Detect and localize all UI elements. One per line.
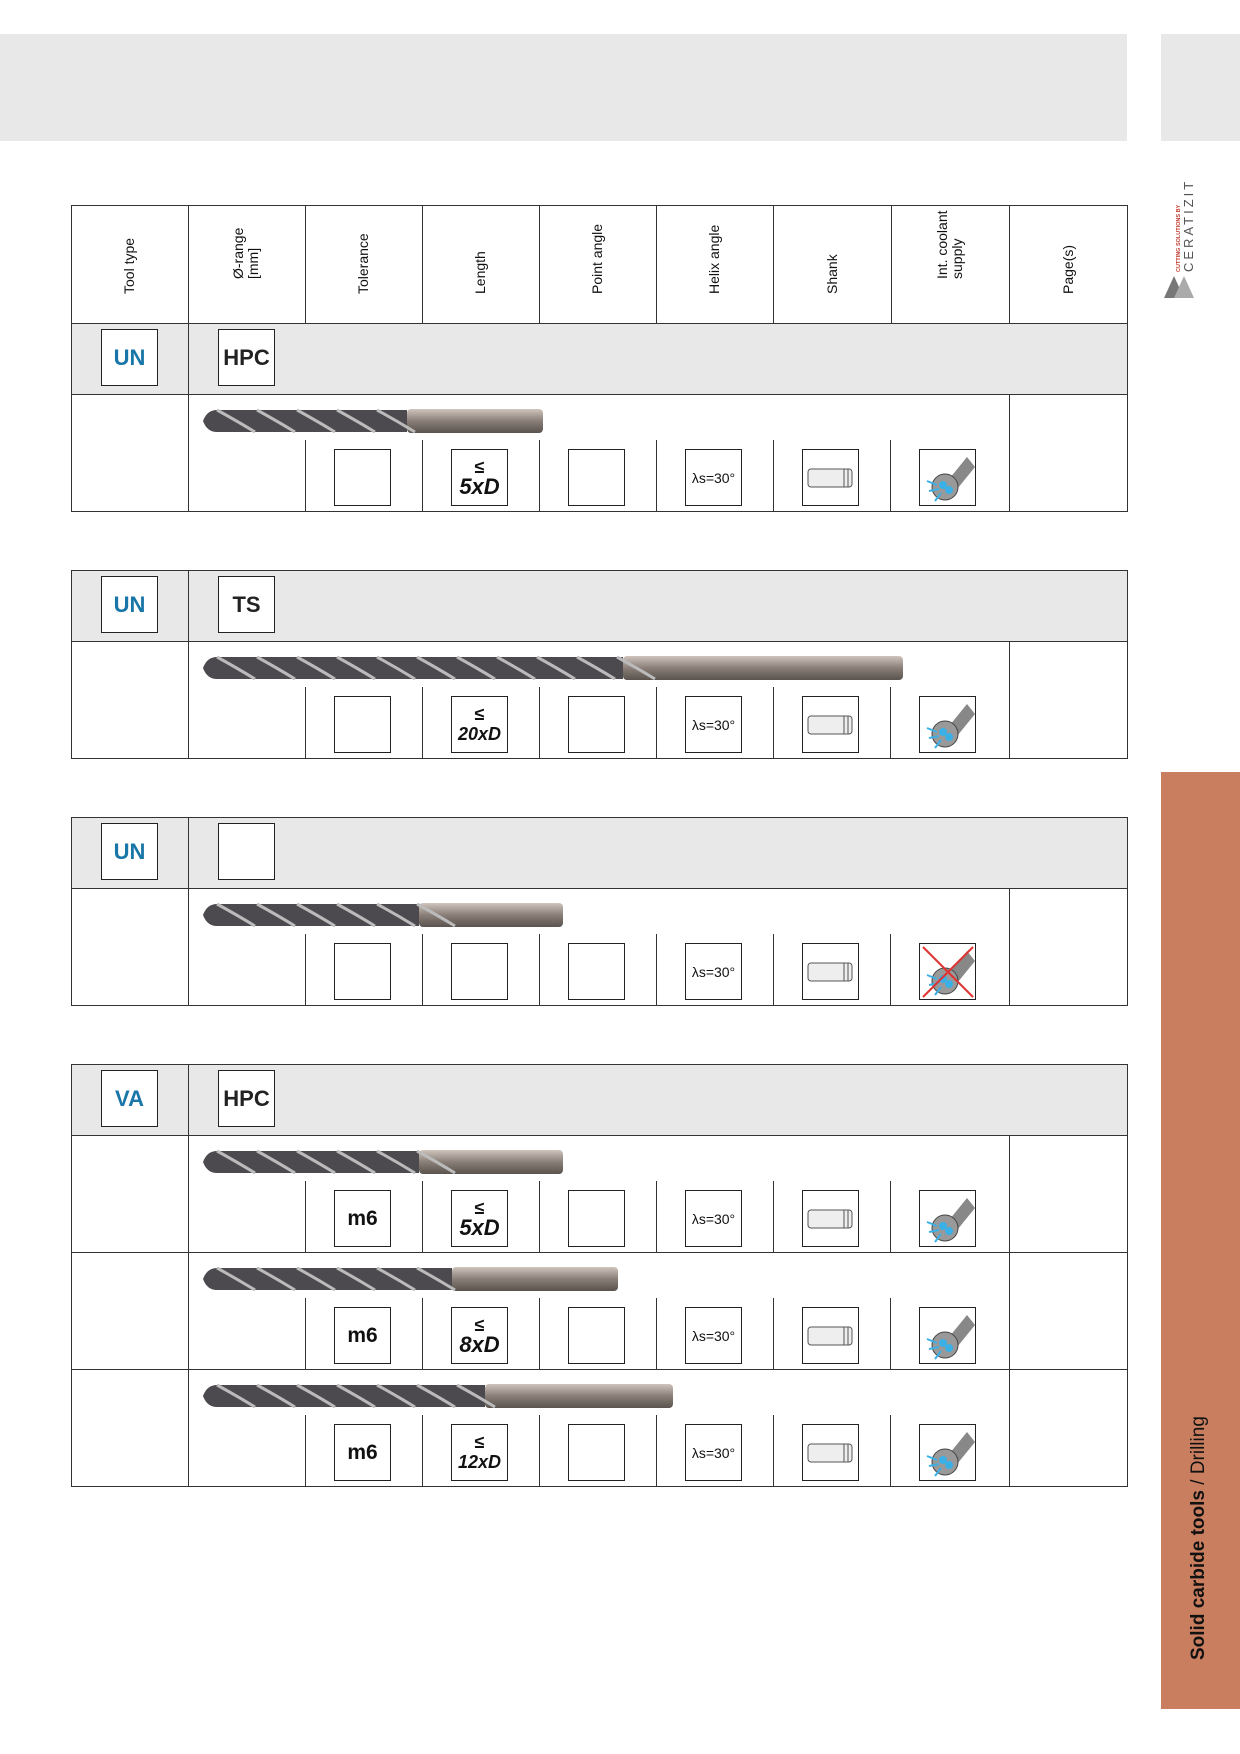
material-cell (72, 324, 189, 395)
coolant-box (919, 943, 976, 1000)
pages-cell (1010, 395, 1128, 512)
helix-box: λs=30° (685, 449, 742, 506)
product-cell (189, 1136, 1010, 1253)
product-cell (189, 642, 1010, 759)
line-cell (189, 571, 1128, 642)
line-cell (189, 324, 1128, 395)
shank-box (802, 1307, 859, 1364)
tool-type-cell (72, 1253, 189, 1370)
point-angle-box (568, 696, 625, 753)
header-table (71, 205, 1128, 324)
shank-icon (806, 1440, 856, 1466)
helix-box: λs=30° (685, 1307, 742, 1364)
line-badge (218, 823, 275, 880)
product-row (72, 1370, 1128, 1487)
length-box: ≤ 20xD (451, 696, 508, 753)
material-badge: UN (101, 823, 158, 880)
coolant-icon (921, 1192, 975, 1246)
pages-cell (1010, 642, 1128, 759)
material-cell (72, 1065, 189, 1136)
point-angle-box (568, 1307, 625, 1364)
product-cell (189, 889, 1010, 1006)
tool-type-cell (72, 1136, 189, 1253)
pages-cell (1010, 889, 1128, 1006)
col-helix-angle: Helix angle (657, 206, 774, 324)
tolerance-box (334, 696, 391, 753)
length-box: ≤ 8xD (451, 1307, 508, 1364)
line-cell (189, 818, 1128, 889)
shank-box (802, 943, 859, 1000)
shank-icon (806, 712, 856, 738)
material-badge: UN (101, 576, 158, 633)
coolant-box (919, 1190, 976, 1247)
coolant-icon (921, 698, 975, 752)
col-pages: Page(s) (1010, 206, 1128, 324)
drill-image (203, 895, 563, 935)
product-cell (189, 395, 1010, 512)
point-angle-box (568, 449, 625, 506)
pages-cell (1010, 1136, 1128, 1253)
shank-box (802, 1190, 859, 1247)
tool-type-cell (72, 889, 189, 1006)
col-point-angle: Point angle (540, 206, 657, 324)
length-box: ≤ 5xD (451, 449, 508, 506)
tool-type-cell (72, 395, 189, 512)
drill-image (203, 1142, 563, 1182)
length-box: ≤ 5xD (451, 1190, 508, 1247)
ceratizit-logo (1160, 148, 1208, 303)
coolant-box (919, 696, 976, 753)
pages-cell (1010, 1253, 1128, 1370)
line-badge: HPC (218, 1070, 275, 1127)
length-box: ≤ 12xD (451, 1424, 508, 1481)
tolerance-box (334, 449, 391, 506)
coolant-icon (921, 451, 975, 505)
coolant-box (919, 1424, 976, 1481)
header-band (0, 34, 1127, 141)
tool-type-cell (72, 642, 189, 759)
product-group (71, 570, 1128, 759)
line-badge: HPC (218, 329, 275, 386)
pages-cell (1010, 1370, 1128, 1487)
shank-box (802, 1424, 859, 1481)
coolant-icon (921, 1426, 975, 1480)
no-coolant-icon (921, 945, 975, 999)
shank-icon (806, 959, 856, 985)
helix-box: λs=30° (685, 1424, 742, 1481)
length-box (451, 943, 508, 1000)
shank-box (802, 696, 859, 753)
product-row (72, 1253, 1128, 1370)
helix-box: λs=30° (685, 696, 742, 753)
product-cell (189, 1253, 1010, 1370)
point-angle-box (568, 943, 625, 1000)
line-cell (189, 1065, 1128, 1136)
shank-icon (806, 1323, 856, 1349)
product-row (72, 889, 1128, 1006)
tolerance-box: m6 (334, 1307, 391, 1364)
corner-band (1161, 34, 1240, 141)
logo-tagline: CUTTING SOLUTIONS BY (1176, 204, 1182, 272)
drill-image (203, 1376, 673, 1416)
product-cell (189, 1370, 1010, 1487)
drill-image (203, 648, 903, 688)
product-row (72, 395, 1128, 512)
material-cell (72, 571, 189, 642)
tolerance-box (334, 943, 391, 1000)
col-shank: Shank (774, 206, 892, 324)
col-length: Length (423, 206, 540, 324)
helix-box: λs=30° (685, 1190, 742, 1247)
shank-icon (806, 1206, 856, 1232)
tool-type-cell (72, 1370, 189, 1487)
shank-icon (806, 465, 856, 491)
coolant-box (919, 449, 976, 506)
helix-box: λs=30° (685, 943, 742, 1000)
col-coolant: Int. coolant supply (892, 206, 1010, 324)
side-tab-label: Solid carbide tools / Drilling (1188, 1416, 1209, 1660)
material-badge: VA (101, 1070, 158, 1127)
col-tool-type: Tool type (72, 206, 189, 324)
col-diameter: Ø-range [mm] (189, 206, 306, 324)
point-angle-box (568, 1424, 625, 1481)
product-row (72, 642, 1128, 759)
logo-name: CERATIZIT (1181, 178, 1196, 272)
line-badge: TS (218, 576, 275, 633)
material-cell (72, 818, 189, 889)
tolerance-box: m6 (334, 1424, 391, 1481)
col-tolerance: Tolerance (306, 206, 423, 324)
coolant-box (919, 1307, 976, 1364)
coolant-icon (921, 1309, 975, 1363)
product-row (72, 1136, 1128, 1253)
product-group (71, 323, 1128, 512)
tolerance-box: m6 (334, 1190, 391, 1247)
product-group (71, 1064, 1128, 1487)
product-group (71, 817, 1128, 1006)
point-angle-box (568, 1190, 625, 1247)
material-badge: UN (101, 329, 158, 386)
drill-image (203, 401, 543, 441)
shank-box (802, 449, 859, 506)
drill-image (203, 1259, 618, 1299)
